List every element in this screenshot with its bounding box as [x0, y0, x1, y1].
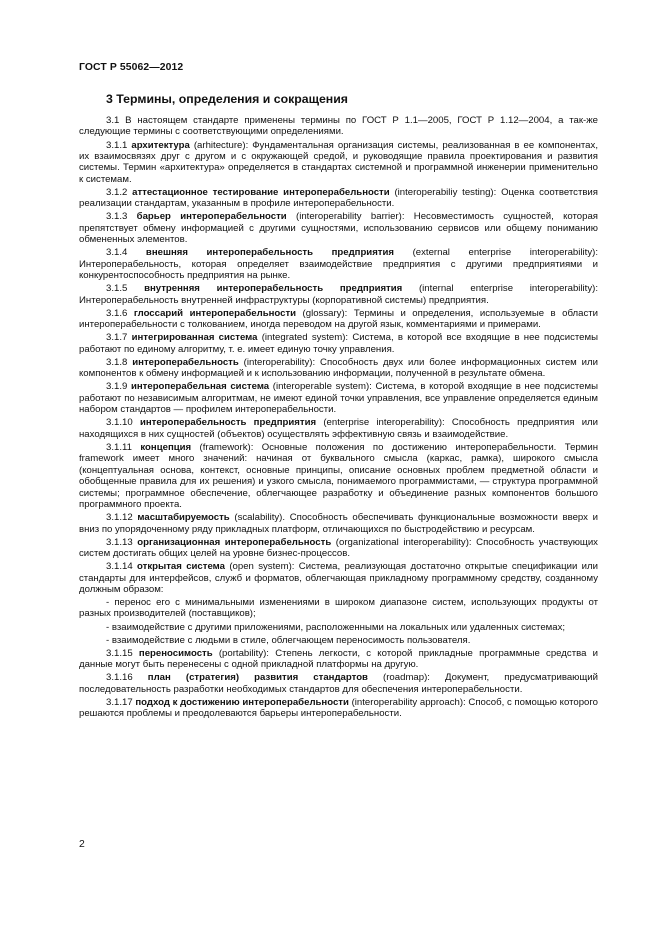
bullet-item: - взаимодействие с другими приложениями, расположенными на локальных или удаленных системах;	[106, 621, 566, 633]
term-item: 3.1.11 концепция (framework): Основные положения по достижению интероперабельности. Термин framework имеет много значений: начиная от буквального смысла (каркас, рамка), широкого смысла (концептуальная основа, контекст, основные принципы, описание основных проблем предметной области и обобщенные правила для их решения) и узкого смысла, понимаемого программистами, — структура программной системы; программное обеспечение, облегчающее разработку и объединение разных компонентов большого программного проекта.	[79, 441, 598, 511]
term-item: 3.1.13 организационная интероперабельность (organizational interoperability): Способность участвующих систем достигать общих целей на уровне бизнес-процессов.	[79, 536, 598, 560]
term-item: 3.1.9 интероперабельная система (interoperable system): Система, в которой входящие в нее подсистемы работают по независимым алгоритмам, не имеют единой точки управления, все управление определяется единым набором стандартов — профилем интероперабельности.	[79, 381, 598, 416]
term-item: 3.1.14 открытая система (open system): Система, реализующая достаточно открытые спецификации или стандарты для интерфейсов, служб и форматов, облегчающая прикладному программному средству, созданному должным образом:	[79, 561, 598, 595]
term-item: 3.1.8 интероперабельность (interoperability): Способность двух или более информационных систем или компонентов к обмену информацией и к использованию информации, полученной в результате обмена.	[79, 356, 598, 380]
term-item: 3.1.5 внутренняя интероперабельность предприятия (internal enterprise interoperability): Интероперабельность внутренней инфраструктуры (корпоративной системы) предприятия.	[79, 283, 598, 306]
term-item: 3.1.12 масштабируемость (scalability). Способность обеспечивать функциональные возможности вверх и вниз по упорядоченному ряду прикладных платформ, отличающихся по быстродействию и ресурсам.	[79, 512, 598, 535]
term-item: 3.1.16 план (стратегия) развития стандартов (roadmap): Документ, предусматривающий последовательность разработки необходимых стандартов для обеспечения интероперабельности.	[79, 672, 598, 695]
term-item: 3.1.7 интегрированная система (integrated system): Система, в которой все входящие в нее подсистемы работают по единому алгоритму, т. е. имеет единую точку управления.	[79, 332, 598, 355]
term-item: 3.1.17 подход к достижению интероперабельности (interoperability approach): Способ, с помощью которого решаются проблемы и преодолеваются барьеры интероперабельности.	[79, 696, 598, 720]
document-body	[79, 115, 598, 721]
section-title: 3 Термины, определения и сокращения	[106, 92, 348, 106]
term-item: 3.1.15 переносимость (portability): Степень легкости, с которой прикладные программные средства и данные могут быть перенесены с одной прикладной платформы на другую.	[79, 647, 598, 671]
term-item: 3.1.10 интероперабельность предприятия (enterprise interoperability): Способность предприятия или находящихся в них сущностей (объектов) осуществлять эффективную связь и взаимодействие.	[79, 417, 599, 440]
term-item: 3.1.2 аттестационное тестирование интероперабельности (interoperabiliy testing): Оценка соответствия реализации стандартам, указанным в профиле интероперабельности.	[79, 186, 598, 210]
intro-paragraph: 3.1 В настоящем стандарте применены термины по ГОСТ Р 1.1—2005, ГОСТ Р 1.12—2004, а так-же следующие термины с соответствующими определениями.	[79, 115, 598, 138]
term-item: 3.1.6 глоссарий интероперабельности (glossary): Термины и определения, используемые в области интероперабельности с толкованием, иногда переводом на другой язык, комментариями и примерами.	[79, 307, 599, 331]
term-item: 3.1.4 внешняя интероперабельность предприятия (external enterprise interoperability): Интероперабельность, которая определяет взаимодействие предприятия с другими предприятиями и конкурентоспособность предприятия на рынке.	[79, 247, 598, 282]
term-item: 3.1.1 архитектура (arhitecture): Фундаментальная организация системы, реализованная в ее компонентах, их взаимосвязях друг с другом и с окружающей средой, и руководящие правила проектирования и развития системы. Термин «архитектура» определяется в стандартах системной и программной инженерии применительно к системам.	[79, 139, 598, 185]
document-header: ГОСТ Р 55062—2012	[79, 62, 184, 73]
bullet-item: - перенос его с минимальными изменениями в широком диапазоне систем, использующих продукты от разных производителей (поставщиков);	[79, 597, 598, 620]
page-number: 2	[79, 839, 85, 850]
term-item: 3.1.3 барьер интероперабельности (interoperability barrier): Несовместимость сущностей, которая препятствует обмену информацией с другими сущностями, использованию сервисов или общему пониманию обмененных элементов.	[79, 211, 598, 246]
bullet-item: - взаимодействие с людьми в стиле, облегчающем переносимость пользователя.	[106, 634, 471, 646]
